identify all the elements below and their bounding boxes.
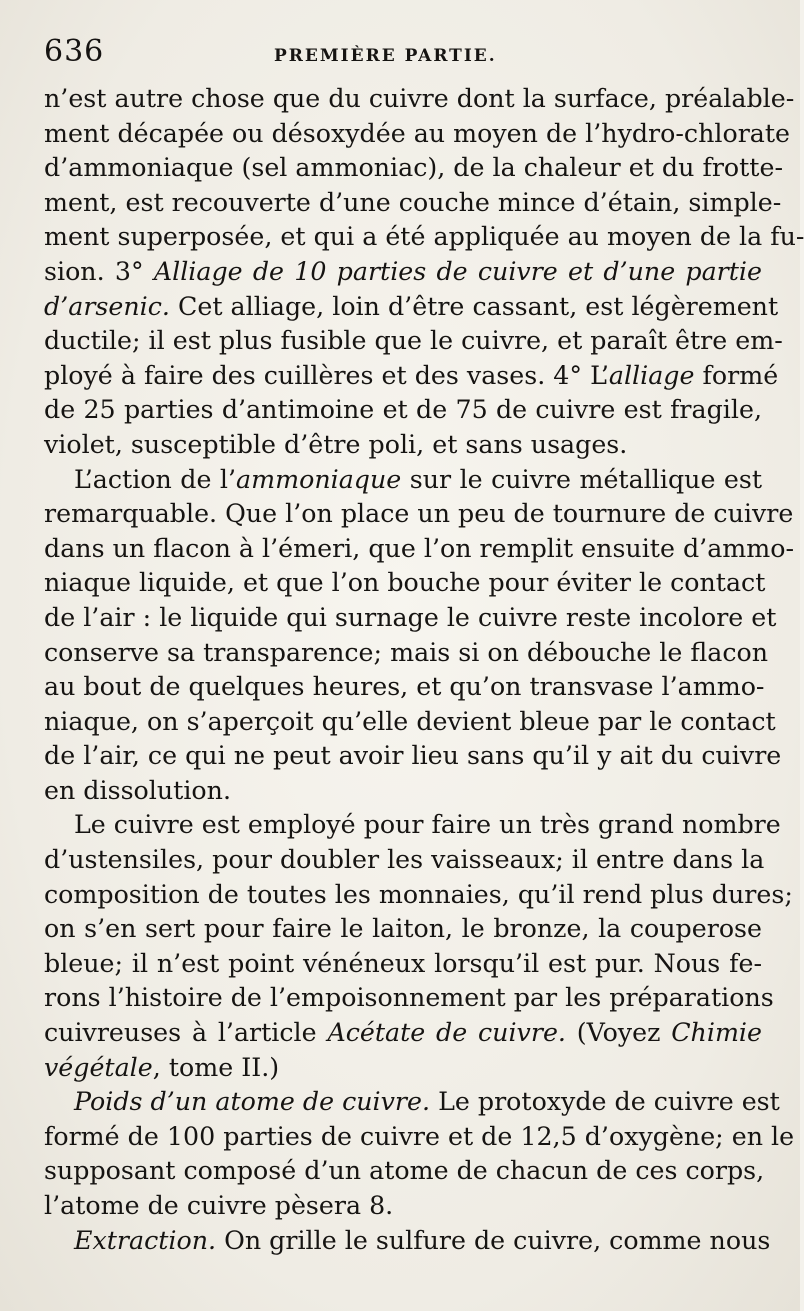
text-line: ductile; il est plus fusible que le cuivre, et paraît être em- [44, 326, 783, 356]
text-line: rons l’histoire de l’empoisonnement par les préparations [44, 983, 774, 1013]
italic-term: d’arsenic. [44, 291, 170, 321]
running-head: PREMIÈRE PARTIE. [274, 46, 497, 66]
text-line: conserve sa transparence; mais si on débouche le flacon [44, 637, 769, 667]
text-line: dans un flacon à l’émeri, que l’on remplit ensuite d’ammo- [44, 533, 795, 563]
text-line: ployé à faire des cuillères et des vases. 4° L’alliage formé [44, 360, 779, 390]
text-line: formé de 100 parties de cuivre et de 12,5 d’oxygène; en le [44, 1121, 795, 1151]
text-line: niaque liquide, et que l’on bouche pour éviter le contact [44, 568, 766, 598]
text-line: Extraction. On grille le sulfure de cuivre, comme nous [74, 1225, 771, 1255]
text-line: n’est autre chose que du cuivre dont la surface, préalable- [44, 84, 795, 113]
text-line: L’action de l’ammoniaque sur le cuivre métallique est [74, 464, 762, 494]
text-line: supposant composé d’un atome de chacun de ces corps, [44, 1156, 765, 1186]
text-line: l’atome de cuivre pèsera 8. [44, 1191, 394, 1220]
italic-term: Chimie [671, 1018, 762, 1048]
text-line: en dissolution. [44, 775, 231, 805]
text-line: violet, susceptible d’être poli, et sans usages. [44, 429, 628, 459]
italic-term: alliage [608, 360, 695, 390]
text-line: d’ammoniaque (sel ammoniac), de la chaleur et du frotte- [44, 153, 783, 183]
text-line: remarquable. Que l’on place un peu de tournure de cuivre [44, 499, 794, 529]
text-line: bleue; il n’est point vénéneux lorsqu’il est pur. Nous fe- [44, 948, 762, 978]
text-line: ment, est recouverte d’une couche mince d’étain, simple- [44, 187, 782, 217]
text-line: de l’air : le liquide qui surnage le cuivre reste incolore et [44, 602, 777, 632]
text-line: ment décapée ou désoxydée au moyen de l’hydro-chlorate [44, 118, 791, 148]
italic-heading: Poids d’un atome de cuivre. [74, 1087, 431, 1117]
text-line: composition de toutes les monnaies, qu’il rend plus dures; [44, 879, 793, 909]
text-line: d’arsenic. Cet alliage, loin d’être cassant, est légèrement [44, 291, 779, 321]
text-line: ment superposée, et qui a été appliquée au moyen de la fu- [44, 222, 804, 252]
text-line: végétale, tome II.) [44, 1052, 280, 1082]
italic-term: végétale [44, 1052, 153, 1082]
italic-term: Alliage de 10 parties de cuivre et d’une partie [153, 256, 762, 286]
text-line: de 25 parties d’antimoine et de 75 de cuivre est fragile, [44, 395, 762, 425]
italic-term: ammoniaque [236, 464, 402, 494]
body-text [44, 82, 804, 1258]
italic-heading: Extraction. [74, 1225, 217, 1255]
text-line: d’ustensiles, pour doubler les vaisseaux; il entre dans la [44, 845, 765, 875]
text-line: cuivreuses à l’article Acétate de cuivre. (Voyez Chimie [44, 1018, 762, 1048]
text-line: sion. 3° Alliage de 10 parties de cuivre et d’une partie [44, 256, 762, 286]
text-line: niaque, on s’aperçoit qu’elle devient bleue par le contact [44, 706, 776, 736]
text-line: de l’air, ce qui ne peut avoir lieu sans qu’il y ait du cuivre [44, 741, 782, 771]
italic-term: Acétate de cuivre. [327, 1018, 566, 1048]
text-line: on s’en sert pour faire le laiton, le bronze, la couperose [44, 914, 762, 944]
text-line: Le cuivre est employé pour faire un très grand nombre [74, 810, 781, 840]
text-line: Poids d’un atome de cuivre. Le protoxyde de cuivre est [74, 1087, 780, 1117]
page-header [44, 34, 762, 76]
text-line: au bout de quelques heures, et qu’on transvase l’ammo- [44, 672, 765, 702]
page-number: 636 [44, 34, 105, 69]
